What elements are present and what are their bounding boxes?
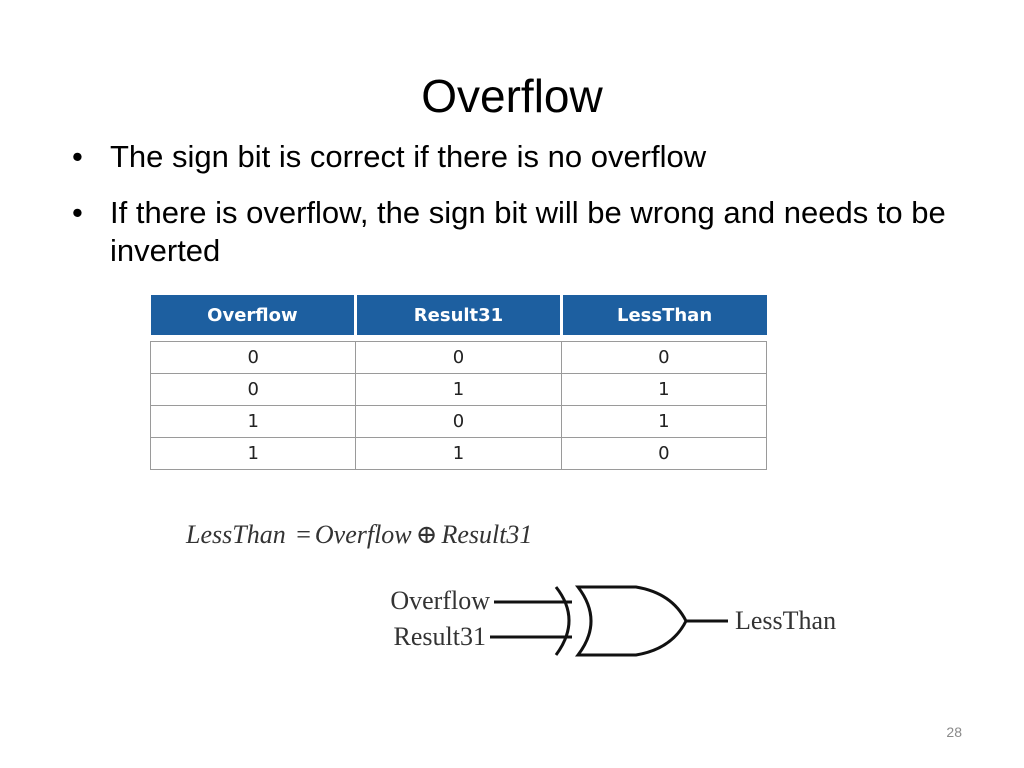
table-row <box>151 438 767 470</box>
table-cell: 1 <box>151 406 356 438</box>
column-header-lessthan: LessThan <box>561 295 766 335</box>
table-cell: 0 <box>561 438 766 470</box>
xor-gate-body <box>578 587 686 655</box>
boolean-equation <box>186 520 532 550</box>
column-header-overflow: Overflow <box>151 295 356 335</box>
table-cell: 0 <box>356 342 561 374</box>
bullet-icon: • <box>72 139 83 174</box>
table-cell: 1 <box>151 438 356 470</box>
table-cell: 1 <box>561 374 766 406</box>
table-row <box>151 406 767 438</box>
table-cell: 1 <box>356 374 561 406</box>
equation-operand-1: Overflow <box>314 520 412 549</box>
slide-title: Overflow <box>421 70 603 122</box>
bullet-text: The sign bit is correct if there is no overflow <box>110 139 707 174</box>
table-cell: 0 <box>356 406 561 438</box>
table-row <box>151 374 767 406</box>
bullet-item <box>70 194 970 270</box>
table-row <box>151 342 767 374</box>
gate-input-label-result31: Result31 <box>393 622 486 651</box>
table-header-row <box>151 295 767 335</box>
table-cell: 1 <box>356 438 561 470</box>
gate-output-label-lessthan: LessThan <box>735 606 837 635</box>
table-cell: 1 <box>561 406 766 438</box>
truth-table <box>150 295 767 470</box>
equation-lhs: LessThan <box>186 520 286 549</box>
xor-input-arc <box>556 587 569 655</box>
column-header-result31: Result31 <box>356 295 561 335</box>
page-number: 28 <box>946 724 962 740</box>
bullet-item <box>70 138 970 176</box>
bullet-list <box>70 138 970 288</box>
table-cell: 0 <box>151 374 356 406</box>
equation-operand-2: Result31 <box>441 520 533 549</box>
gate-input-label-overflow: Overflow <box>390 586 490 615</box>
xor-operator: ⊕ <box>415 520 438 549</box>
table-cell: 0 <box>151 342 356 374</box>
bullet-icon: • <box>72 195 83 230</box>
xor-gate-diagram <box>360 575 860 670</box>
table-cell: 0 <box>561 342 766 374</box>
equation-equals: = <box>296 520 311 549</box>
bullet-text: If there is overflow, the sign bit will be wrong and needs to be inverted <box>110 195 946 268</box>
